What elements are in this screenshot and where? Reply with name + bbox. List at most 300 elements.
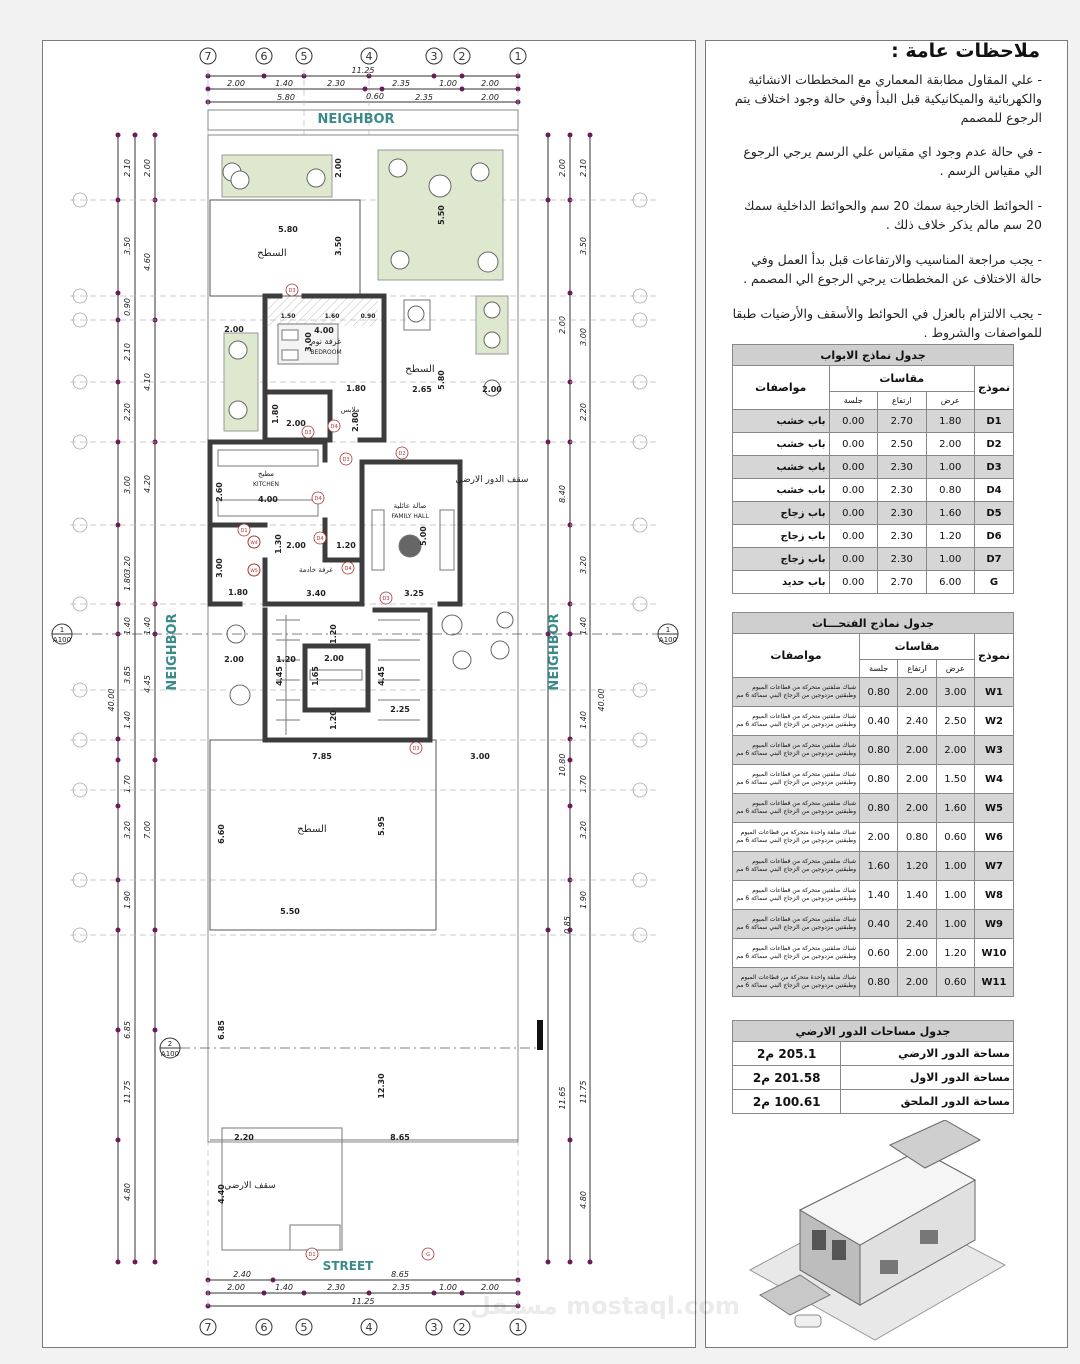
window-width-cell: 2.50: [936, 707, 974, 736]
svg-text:2.00: 2.00: [286, 541, 306, 550]
svg-text:1.50: 1.50: [280, 313, 296, 320]
window-model-cell: W6: [975, 823, 1014, 852]
room-label-roof: السطح: [257, 248, 287, 259]
dim-label: 2.35: [392, 1283, 410, 1292]
dim-label: 1.40: [579, 617, 588, 635]
svg-text:5.80: 5.80: [437, 370, 446, 390]
dim-label: 1.80: [123, 573, 132, 591]
window-height-cell: 2.40: [898, 707, 936, 736]
door-tag: D3: [304, 430, 312, 436]
svg-text:3.00: 3.00: [215, 558, 224, 578]
window-spec-cell: شباك ضلفتين متحركة من قطاعات الميوم وطبقتين مزدوجين من الزجاج البني سماكة 6 مم: [733, 881, 860, 910]
door-tag: D4: [316, 536, 324, 542]
door-height-cell: 2.30: [878, 502, 927, 525]
window-sill-cell: 1.40: [860, 881, 898, 910]
svg-text:4.40: 4.40: [217, 1184, 226, 1204]
header-model: نموذج: [975, 634, 1014, 678]
door-model-cell: D4: [975, 479, 1014, 502]
section-number: 2: [167, 1040, 173, 1048]
window-sill-cell: 0.80: [860, 678, 898, 707]
dim-label: 1.00: [439, 1283, 457, 1292]
window-spec-cell: شباك ضلفة واحدة متحركة من قطاعات الميوم وطبقتين مزدوجين من الزجاج البني سماكة 6 مم: [733, 968, 860, 997]
dim-label: 4.45: [143, 675, 152, 693]
svg-text:12.30: 12.30: [377, 1073, 386, 1099]
window-sill-cell: 0.40: [860, 707, 898, 736]
svg-text:3.00: 3.00: [304, 332, 313, 352]
overall-width-label: 11.25: [351, 1297, 375, 1306]
svg-text:6.85: 6.85: [217, 1020, 226, 1040]
dim-label: 1.90: [123, 891, 132, 909]
door-height-cell: 2.50: [878, 433, 927, 456]
door-model-cell: G: [975, 571, 1014, 594]
header-height: ارتفاع: [878, 392, 927, 410]
neighbor-label-right: NEIGHBOR: [547, 613, 562, 691]
door-model-cell: D1: [975, 410, 1014, 433]
overall-depth-label: 40.00: [597, 688, 606, 712]
dim-label: 1.40: [123, 711, 132, 729]
section-mark-bottom: [160, 1038, 180, 1058]
isometric-3d-view: [740, 1120, 1010, 1350]
svg-text:2.00: 2.00: [224, 655, 244, 664]
dim-label: 3.20: [579, 556, 588, 574]
header-specs: مواصفات: [733, 366, 830, 410]
window-sill-cell: 1.60: [860, 852, 898, 881]
dim-label: 1.70: [123, 775, 132, 793]
svg-text:1.60: 1.60: [324, 313, 340, 320]
door-row: [733, 548, 1014, 571]
window-width-cell: 1.00: [936, 881, 974, 910]
dim-label: 1.90: [579, 891, 588, 909]
window-model-cell: W4: [975, 765, 1014, 794]
svg-text:1.80: 1.80: [346, 384, 366, 393]
dim-label: 4.80: [123, 1183, 132, 1201]
dim-label: 2.30: [327, 79, 345, 88]
dim-label: 4.10: [143, 373, 152, 391]
dim-label: 2.00: [481, 79, 499, 88]
window-height-cell: 2.00: [898, 765, 936, 794]
dim-label: 2.00: [227, 79, 245, 88]
svg-text:1.20: 1.20: [276, 655, 296, 664]
svg-text:5.95: 5.95: [377, 816, 386, 836]
door-spec-cell: باب حديد: [733, 571, 830, 594]
door-height-cell: 2.30: [878, 525, 927, 548]
door-height-cell: 2.30: [878, 479, 927, 502]
header-height: ارتفاع: [898, 660, 936, 678]
dim-label: 3.00: [123, 476, 132, 494]
door-spec-cell: باب زجاج: [733, 502, 830, 525]
window-height-cell: 2.40: [898, 910, 936, 939]
door-height-cell: 2.70: [878, 410, 927, 433]
dim-label: 1.00: [439, 79, 457, 88]
dim-label: 2.10: [579, 159, 588, 177]
door-sill-cell: 0.00: [829, 502, 878, 525]
window-width-cell: 2.00: [936, 736, 974, 765]
area-row: [733, 1090, 1014, 1114]
dim-label: 1.40: [143, 617, 152, 635]
overall-width-label: 11.25: [351, 66, 375, 75]
note-item: - علي المقاول مطابقة المعماري مع المخططات الانشائية والكهربائية والميكانيكية قبل البدأ وفي حالة وجود اختلاف يتم الرجوع للمصمم: [734, 72, 1042, 125]
section-mark-right: [658, 624, 678, 644]
area-value-cell: 205.1 م2: [733, 1042, 841, 1066]
header-specs: مواصفات: [733, 634, 860, 678]
dim-label: 0.85: [563, 916, 572, 934]
note-item: - الحوائط الخارجية سمك 20 سم والحوائط الداخلية سمك 20 سم مالم يذكر خلاف ذلك .: [744, 198, 1042, 232]
grid-number: 7: [204, 1321, 212, 1334]
window-row: [733, 707, 1014, 736]
dim-label: 3.20: [123, 821, 132, 839]
window-row: [733, 678, 1014, 707]
window-height-cell: 2.00: [898, 678, 936, 707]
door-sill-cell: 0.00: [829, 525, 878, 548]
svg-text:8.65: 8.65: [390, 1133, 410, 1142]
room-label-maid: غرفة خادمة: [299, 566, 333, 574]
street-label: STREET: [322, 1259, 374, 1273]
header-sill: جلسة: [860, 660, 898, 678]
window-tag: W4: [250, 541, 258, 546]
svg-text:5.80: 5.80: [278, 225, 298, 234]
window-sill-cell: 0.60: [860, 939, 898, 968]
dim-label: 2.00: [481, 93, 499, 102]
areas-table: [732, 1020, 1014, 1114]
grid-number: 1: [514, 50, 522, 63]
svg-text:2.60: 2.60: [215, 482, 224, 502]
svg-text:1.20: 1.20: [329, 710, 338, 730]
doors-table: [732, 344, 1014, 594]
svg-text:1.80: 1.80: [228, 588, 248, 597]
door-width-cell: 1.80: [926, 410, 975, 433]
door-tag: D3: [382, 596, 390, 602]
room-label-roof: السطح: [405, 364, 435, 375]
door-sill-cell: 0.00: [829, 571, 878, 594]
window-width-cell: 1.00: [936, 852, 974, 881]
svg-text:7.85: 7.85: [312, 752, 332, 761]
window-spec-cell: شباك ضلفتين متحركة من قطاعات الميوم وطبقتين مزدوجين من الزجاج البني سماكة 6 مم: [733, 794, 860, 823]
window-sill-cell: 0.80: [860, 968, 898, 997]
svg-text:3.40: 3.40: [306, 589, 326, 598]
dim-label: 1.40: [275, 79, 293, 88]
window-spec-cell: شباك ضلفتين متحركة من قطاعات الميوم وطبقتين مزدوجين من الزجاج البني سماكة 6 مم: [733, 939, 860, 968]
grid-number: 4: [365, 1321, 373, 1334]
window-width-cell: 1.20: [936, 939, 974, 968]
svg-text:2.00: 2.00: [224, 325, 244, 334]
room-label-ground-ceiling: سقف الدور الارضي: [455, 475, 529, 485]
dim-label: 7.00: [143, 821, 152, 839]
window-model-cell: W1: [975, 678, 1014, 707]
svg-text:2.65: 2.65: [412, 385, 432, 394]
dim-label: 10.80: [558, 753, 567, 777]
neighbor-label-top: NEIGHBOR: [317, 112, 395, 127]
room-label-bedroom-en: BEDROOM: [310, 349, 342, 356]
dim-label: 6.85: [123, 1021, 132, 1039]
door-sill-cell: 0.00: [829, 410, 878, 433]
grid-number: 7: [204, 50, 212, 63]
svg-text:1.20: 1.20: [336, 541, 356, 550]
room-label-family-en: FAMILY HALL: [391, 513, 429, 520]
section-reference: A100: [160, 1050, 180, 1058]
dim-label: 2.20: [123, 403, 132, 421]
section-reference: A100: [52, 636, 72, 644]
header-dims: مقاسات: [860, 634, 975, 660]
door-sill-cell: 0.00: [829, 548, 878, 571]
svg-text:2.20: 2.20: [234, 1133, 254, 1142]
window-height-cell: 0.80: [898, 823, 936, 852]
window-model-cell: W3: [975, 736, 1014, 765]
svg-text:4.45: 4.45: [377, 666, 386, 686]
grid-number: 6: [260, 50, 268, 63]
dim-label: 3.00: [579, 328, 588, 346]
window-height-cell: 2.00: [898, 736, 936, 765]
door-spec-cell: باب زجاج: [733, 548, 830, 571]
doors-table-title: جدول نماذج الابواب: [733, 345, 1014, 366]
area-value-cell: 100.61 م2: [733, 1090, 841, 1114]
door-row: [733, 502, 1014, 525]
door-sill-cell: 0.00: [829, 479, 878, 502]
svg-text:0.90: 0.90: [360, 313, 376, 320]
door-tag: D4: [330, 424, 338, 430]
grid-bubbles-bottom: [200, 1319, 526, 1335]
window-spec-cell: شباك ضلفتين متحركة من قطاعات الميوم وطبقتين مزدوجين من الزجاج البني سماكة 6 مم: [733, 852, 860, 881]
window-width-cell: 1.60: [936, 794, 974, 823]
room-label-kitchen-ar: مطبخ: [257, 470, 275, 478]
window-width-cell: 1.50: [936, 765, 974, 794]
dim-label: 2.00: [481, 1283, 499, 1292]
window-height-cell: 2.00: [898, 939, 936, 968]
window-model-cell: W8: [975, 881, 1014, 910]
window-row: [733, 765, 1014, 794]
room-label-bedroom-ar: غرفة نوم: [310, 337, 342, 346]
svg-text:4.00: 4.00: [314, 326, 334, 335]
svg-text:4.00: 4.00: [258, 495, 278, 504]
dim-label: 1.40: [123, 617, 132, 635]
window-sill-cell: 0.80: [860, 736, 898, 765]
door-tag: D1: [308, 1252, 316, 1258]
window-spec-cell: شباك ضلفتين متحركة من قطاعات الميوم وطبقتين مزدوجين من الزجاج البني سماكة 6 مم: [733, 736, 860, 765]
section-reference: A100: [658, 636, 678, 644]
svg-text:1.30: 1.30: [274, 534, 283, 554]
dim-label: 3.20: [579, 821, 588, 839]
svg-text:2.00: 2.00: [482, 385, 502, 394]
dim-label: 1.70: [579, 775, 588, 793]
dim-label: 2.00: [558, 159, 567, 177]
window-width-cell: 1.00: [936, 910, 974, 939]
door-sill-cell: 0.00: [829, 433, 878, 456]
door-row: [733, 410, 1014, 433]
svg-text:5.50: 5.50: [280, 907, 300, 916]
window-width-cell: 0.60: [936, 823, 974, 852]
header-width: عرض: [936, 660, 974, 678]
left-dimensions: [116, 133, 158, 1265]
dim-label: 2.00: [227, 1283, 245, 1292]
door-model-cell: D5: [975, 502, 1014, 525]
door-tag: D2: [398, 451, 406, 457]
door-model-cell: D6: [975, 525, 1014, 548]
door-width-cell: 1.00: [926, 548, 975, 571]
window-sill-cell: 0.80: [860, 765, 898, 794]
door-width-cell: 1.60: [926, 502, 975, 525]
svg-text:2.00: 2.00: [334, 158, 343, 178]
area-row: [733, 1066, 1014, 1090]
window-width-cell: 0.60: [936, 968, 974, 997]
section-number: 1: [59, 626, 65, 634]
notes-title: ملاحظات عامة :: [891, 40, 1040, 62]
door-spec-cell: باب خشب: [733, 456, 830, 479]
window-model-cell: W11: [975, 968, 1014, 997]
door-width-cell: 1.20: [926, 525, 975, 548]
grid-bubbles-top: [200, 48, 526, 64]
svg-text:3.50: 3.50: [334, 236, 343, 256]
watermark: مستقل mostaql.com: [470, 1292, 740, 1320]
svg-text:4.45: 4.45: [275, 666, 284, 686]
grid-number: 5: [300, 1321, 308, 1334]
svg-text:5.00: 5.00: [419, 526, 428, 546]
note-item: - في حالة عدم وجود اي مقياس علي الرسم يرجي الرجوع الي مقياس الرسم .: [743, 144, 1042, 178]
window-spec-cell: شباك ضلفتين متحركة من قطاعات الميوم وطبقتين مزدوجين من الزجاج البني سماكة 6 مم: [733, 678, 860, 707]
room-label-roof: السطح: [297, 824, 327, 835]
svg-text:2.00: 2.00: [324, 654, 344, 663]
overall-depth-label: 40.00: [107, 688, 116, 712]
dim-label: 2.20: [579, 403, 588, 421]
door-width-cell: 6.00: [926, 571, 975, 594]
room-label-kitchen-en: KITCHEN: [253, 481, 279, 488]
area-label-cell: مساحة الدور الملحق: [841, 1090, 1014, 1114]
window-width-cell: 3.00: [936, 678, 974, 707]
dim-label: 2.00: [558, 316, 567, 334]
neighbor-label-left: NEIGHBOR: [165, 613, 180, 691]
dim-label: 2.35: [392, 79, 410, 88]
header-model: نموذج: [975, 366, 1014, 410]
window-tags: [248, 536, 260, 576]
door-spec-cell: باب خشب: [733, 410, 830, 433]
room-label-dressing: ملابس: [340, 406, 360, 414]
window-tag: W5: [250, 569, 258, 574]
door-spec-cell: باب خشب: [733, 479, 830, 502]
door-spec-cell: باب خشب: [733, 433, 830, 456]
door-spec-cell: باب زجاج: [733, 525, 830, 548]
window-model-cell: W2: [975, 707, 1014, 736]
svg-text:1.80: 1.80: [271, 404, 280, 424]
svg-text:6.60: 6.60: [217, 824, 226, 844]
dim-label: 4.20: [143, 475, 152, 493]
window-height-cell: 2.00: [898, 794, 936, 823]
window-spec-cell: شباك ضلفتين متحركة من قطاعات الميوم وطبقتين مزدوجين من الزجاج البني سماكة 6 مم: [733, 910, 860, 939]
top-dimensions: [206, 74, 521, 105]
dim-label: 5.80: [277, 93, 295, 102]
dim-label: 2.40: [233, 1270, 251, 1279]
grid-number: 3: [430, 1321, 438, 1334]
dim-label: 4.80: [579, 1191, 588, 1209]
section-mark-left: [52, 624, 72, 644]
window-spec-cell: شباك ضلفتين متحركة من قطاعات الميوم وطبقتين مزدوجين من الزجاج البني سماكة 6 مم: [733, 765, 860, 794]
svg-text:3.00: 3.00: [470, 752, 490, 761]
area-label-cell: مساحة الدور الارضي: [841, 1042, 1014, 1066]
door-tag: D3: [342, 457, 350, 463]
dim-label: 3.50: [579, 237, 588, 255]
dim-label: 2.35: [415, 93, 433, 102]
door-height-cell: 2.30: [878, 548, 927, 571]
header-width: عرض: [926, 392, 975, 410]
dim-label: 0.90: [123, 298, 132, 316]
window-model-cell: W10: [975, 939, 1014, 968]
window-model-cell: W9: [975, 910, 1014, 939]
door-row: [733, 456, 1014, 479]
door-row: [733, 433, 1014, 456]
grid-number: 4: [365, 50, 373, 63]
window-row: [733, 823, 1014, 852]
svg-text:1.20: 1.20: [329, 624, 338, 644]
door-width-cell: 0.80: [926, 479, 975, 502]
dim-label: 11.75: [579, 1080, 588, 1104]
area-row: [733, 1042, 1014, 1066]
window-sill-cell: 0.80: [860, 794, 898, 823]
svg-text:2.80: 2.80: [351, 412, 360, 432]
dim-label: 8.40: [558, 485, 567, 503]
door-width-cell: 1.00: [926, 456, 975, 479]
window-sill-cell: 2.00: [860, 823, 898, 852]
door-row: [733, 479, 1014, 502]
dim-label: 3.50: [123, 237, 132, 255]
window-model-cell: W7: [975, 852, 1014, 881]
dim-label: 8.65: [391, 1270, 409, 1279]
door-tag: G: [426, 1252, 430, 1258]
window-row: [733, 736, 1014, 765]
window-row: [733, 939, 1014, 968]
area-value-cell: 201.58 م2: [733, 1066, 841, 1090]
grid-number: 2: [458, 50, 466, 63]
dim-label: 2.10: [123, 343, 132, 361]
svg-text:2.25: 2.25: [390, 705, 410, 714]
dim-label: 11.65: [558, 1086, 567, 1110]
note-item: - يجب الالتزام بالعزل في الحوائط والأسقف والأرضيات طبقا للمواصفات والشروط .: [732, 306, 1042, 340]
grid-number: 3: [430, 50, 438, 63]
dim-label: 3.85: [123, 666, 132, 684]
dim-label: 2.00: [143, 159, 152, 177]
grid-number: 1: [514, 1321, 522, 1334]
grid-number: 5: [300, 50, 308, 63]
windows-table: [732, 612, 1014, 997]
svg-text:3.25: 3.25: [404, 589, 424, 598]
window-row: [733, 910, 1014, 939]
door-height-cell: 2.30: [878, 456, 927, 479]
door-tag: D1: [240, 528, 248, 534]
dim-label: 1.40: [275, 1283, 293, 1292]
dim-label: 4.60: [143, 253, 152, 271]
door-model-cell: D7: [975, 548, 1014, 571]
dim-label: 11.75: [123, 1080, 132, 1104]
note-item: - يجب مراجعة المناسيب والارتفاعات قبل بدأ العمل وفي حالة الاختلاف عن المخططات يرجي الرجوع الي المصمم .: [743, 252, 1042, 286]
door-tag: D3: [288, 288, 296, 294]
door-model-cell: D2: [975, 433, 1014, 456]
window-spec-cell: شباك ضلفتين متحركة من قطاعات الميوم وطبقتين مزدوجين من الزجاج البني سماكة 6 مم: [733, 707, 860, 736]
header-dims: مقاسات: [829, 366, 975, 392]
window-row: [733, 968, 1014, 997]
room-label-family-ar: صالة عائلية: [393, 502, 427, 510]
door-width-cell: 2.00: [926, 433, 975, 456]
areas-table-title: جدول مساحات الدور الارضي: [733, 1021, 1014, 1042]
door-row: [733, 525, 1014, 548]
window-model-cell: W5: [975, 794, 1014, 823]
door-model-cell: D3: [975, 456, 1014, 479]
window-row: [733, 852, 1014, 881]
windows-table-title: جدول نماذج الفتحـــات: [733, 613, 1014, 634]
window-row: [733, 794, 1014, 823]
dim-label: 3.20: [123, 556, 132, 574]
window-height-cell: 1.20: [898, 852, 936, 881]
door-tag: D4: [344, 566, 352, 572]
svg-text:5.50: 5.50: [437, 205, 446, 225]
window-height-cell: 2.00: [898, 968, 936, 997]
svg-text:2.00: 2.00: [286, 419, 306, 428]
window-height-cell: 1.40: [898, 881, 936, 910]
